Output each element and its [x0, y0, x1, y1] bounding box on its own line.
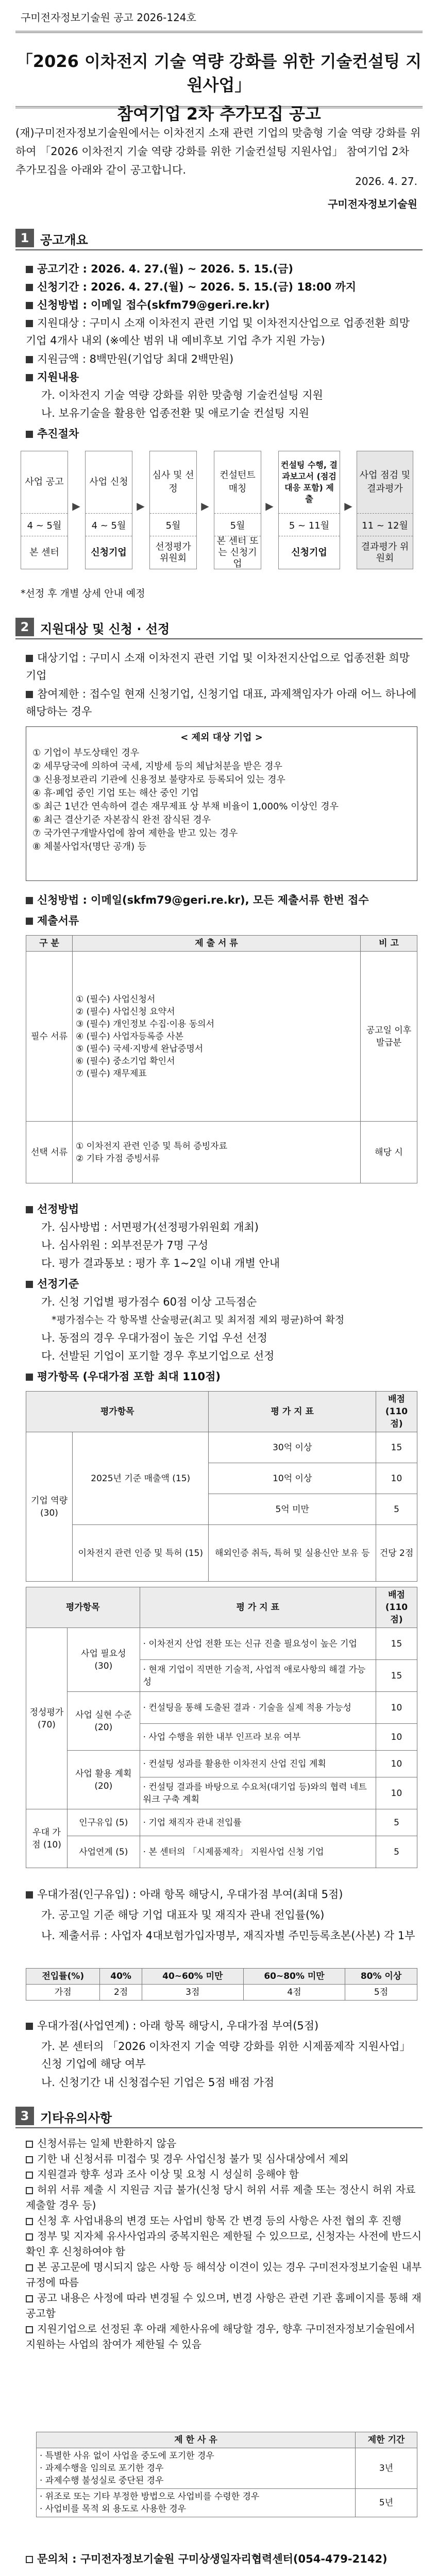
selection-head: 선정방법: [26, 1200, 423, 1218]
bullet-square-icon: [26, 302, 33, 309]
bullet-square-icon: [26, 320, 33, 327]
table-row: 우대 가점 (10) 인구유입 (5) · 기업 채직자 관내 전입률 5: [26, 1809, 417, 1836]
excluded-item: ⑦ 국가연구개발사업에 참여 제한을 받고 있는 경우: [32, 828, 238, 839]
organization-name: 구미전자정보기술원: [328, 198, 417, 210]
criteria-c: 다. 선발된 기업이 포기할 경우 후보기업으로 선정: [41, 1350, 275, 1362]
section-number: 2: [15, 618, 34, 636]
excluded-item: ① 기업이 부도상태인 경우: [32, 748, 140, 758]
excluded-item: ⑤ 최근 1년간 연속하여 결손 재무제표 상 부채 비율이 1,000% 이상인 경우: [32, 801, 339, 812]
docs-method: 신청방법 : 이메일(skfm79@geri.re.kr), 모든 제출서류 한번 접수: [26, 891, 423, 909]
restriction-table: [36, 2432, 417, 2517]
table-row: · 사업 수행을 위한 내부 인프라 보유 여부 10: [26, 1724, 417, 1751]
intro-text: (재)구미전자정보기술원에서는 이차전지 소재 관련 기업의 맞춤형 기술 역량 강화를 위하여 「2026 이차전지 기술 역량 강화를 위한 기술컨설팅 지원사업」 참여기업 2차 추가모집을 아래와 같이 공고합니다.: [15, 127, 421, 176]
overview-method: 신청방법 : 이메일 접수(skfm79@geri.re.kr): [26, 296, 423, 314]
list-item: 신청서류는 일체 반환하지 않음: [26, 2136, 423, 2151]
overview-target: 지원대상 : 구미시 소재 이차전지 관련 기업 및 이차전지산업으로 업종전환 희망 기업 4개사 내외 (※예산 범위 내 예비후보 기업 추가 지원 가능): [26, 317, 410, 347]
section-number: 3: [15, 2107, 34, 2125]
eligibility-target: 대상기업 : 구미시 소재 이차전지 관련 기업 및 이차전지산업으로 업종전환 희망 기업: [26, 652, 410, 682]
overview-period: 공고기간 : 2026. 4. 27.(월) ~ 2026. 5. 15.(금): [26, 260, 423, 278]
excluded-companies-box: [26, 726, 417, 881]
excluded-item: ④ 휴·폐업 중인 기업 또는 해산 중인 기업: [32, 788, 199, 799]
bullet-square-icon: [26, 918, 33, 925]
bullet-square-outline-icon: [26, 2326, 33, 2333]
table-row: · 컨설팅 결과를 바탕으로 수요처(대기업 등)와의 협력 네트워크 구축 계획 10: [26, 1777, 417, 1809]
bullet-square-icon: [26, 1374, 33, 1381]
flow-step: 심사 및 선정 5월 선정평가 위원회: [149, 451, 197, 569]
excluded-item: ② 세무당국에 의하여 국세, 지방세 등의 체납처분을 받은 경우: [32, 761, 282, 772]
list-item: 지원결과 향후 성과 조사 이상 및 요청 시 성실히 응해야 함: [26, 2166, 423, 2182]
selection-a: 가. 심사방법 : 서면평가(선정평가위원회 개최): [41, 1221, 259, 1233]
bullet-square-outline-icon: [26, 2295, 33, 2302]
list-item: 지원기업으로 선정된 후 아래 제한사유에 해당할 경우, 향후 구미전자정보기술원에서 지원하는 사업의 참여가 제한될 수 있음: [26, 2323, 415, 2350]
table-row: 이차전지 관련 인증 및 특허 (15) 해외인증 취득, 특허 및 실용신안 보유 등 건당 2점: [26, 1525, 417, 1582]
contact-info: 문의처 : 구미전자정보기술원 구미상생일자리협력센터(054-479-2142): [26, 2550, 423, 2568]
excluded-item: ③ 신용정보관리 기관에 신용정보 불량자로 등록되어 있는 경우: [32, 774, 285, 785]
bullet-square-icon: [26, 284, 33, 291]
score-head: 평가항목 (우대가점 포함 최대 110점): [26, 1368, 423, 1385]
arrow-right-icon: ▶: [201, 500, 209, 512]
table-row: · 위조로 또는 기타 부정한 방법으로 사업비를 수령한 경우 · 사업비를 목적 외 용도로 사용한 경우 5년: [37, 2489, 417, 2517]
bullet-square-icon: [26, 356, 33, 363]
arrow-right-icon: ▶: [72, 500, 80, 512]
bullet-square-outline-icon: [26, 2156, 33, 2163]
page-title: 「2026 이차전지 기술 역량 강화를 위한 기술컨설팅 지원사업」: [16, 52, 422, 95]
notice-date: 2026. 4. 27.: [355, 175, 417, 188]
table-row: · 특별한 사유 없이 사업을 중도에 포기한 경우 · 과제수행을 임의로 포기한 경우 · 과제수행 불성실로 중단된 경우 3년: [37, 2448, 417, 2489]
flow-step: 컨설팅 수행, 결과보고서 (점검대응 포함) 제출 5 ~ 11월 신청기업: [278, 451, 340, 569]
overview-budget: 지원금액 : 8백만원(기업당 최대 2백만원): [26, 350, 423, 368]
overview-apply: 신청기간 : 2026. 4. 27.(월) ~ 2026. 5. 15.(금) 18:00 까지: [26, 278, 423, 296]
table-header-row: 평가항목 평 가 지 표 배점 (110점): [26, 1392, 417, 1432]
criteria-note: *평가점수는 각 항목별 산술평균(최고 및 최저점 제외 평균)하여 확정: [52, 1314, 345, 1326]
table-row: 10억 이상 10: [26, 1463, 417, 1494]
page-subtitle: 참여기업 2차 추가모집 공고: [117, 104, 321, 124]
section-header-notes: [15, 2105, 423, 2128]
bonus-pop-head: 우대가점(인구유입) : 아래 항목 해당시, 우대가점 부여(최대 5점): [26, 1886, 423, 1903]
list-item: 신청 후 사업내용의 변경 또는 사업비 항목 간 변경 등의 사항은 사전 협의 후 진행: [26, 2213, 423, 2228]
bullet-square-icon: [26, 2023, 33, 2030]
overview-content-a: 가. 이차전지 기술 역량 강화를 위한 맞춤형 기술컨설팅 지원: [41, 389, 323, 401]
table-row: 사업연계 (5) · 본 센터의 「시제품제작」 지원사업 신청 기업 5: [26, 1836, 417, 1868]
table-header-row: 제 한 사 유 제한 기간: [37, 2432, 417, 2448]
section-label: 공고개요: [40, 233, 88, 247]
table-row: 사업 활용 계획 (20) · 컨설팅 성과를 활용한 이차전지 산업 진입 계획 10: [26, 1751, 417, 1777]
bullet-square-outline-icon: [26, 2556, 33, 2563]
bonus-link-a: 가. 본 센터의 「2026 이차전지 기술 역량 강화를 위한 시제품제작 지원사업」 신청 기업에 해당 여부: [41, 2040, 411, 2070]
criteria-head: 선정기준: [26, 1275, 423, 1293]
bullet-square-icon: [26, 655, 33, 662]
bullet-square-icon: [26, 897, 33, 904]
list-item: 공고 내용은 사정에 따라 변경될 수 있으며, 변경 사항은 관련 기관 홈페이지를 통해 재공고함: [26, 2292, 422, 2319]
table-row: 기업 역량 (30) 2025년 기준 매출액 (15) 30억 이상 15: [26, 1432, 417, 1463]
score-table-qualitative: [26, 1587, 417, 1868]
flow-step: 사업 점검 및 결과평가 11 ~ 12월 결과평가 위원회: [357, 451, 413, 569]
overview-process-head: 추진절차: [26, 425, 423, 443]
required-docs-table: [26, 935, 417, 1183]
bonus-rate-table: [26, 1968, 417, 2001]
criteria-b: 나. 동점의 경우 우대가점이 높은 기업 우선 선정: [41, 1332, 267, 1344]
excluded-item: ⑥ 최근 결산기준 자본잠식 완전 잠식된 경우: [32, 815, 211, 825]
excluded-item: ⑧ 체불사업자(명단 공개) 등: [32, 841, 147, 852]
bullet-square-outline-icon: [26, 2233, 33, 2241]
flow-step: 컨설턴트 매칭 5월 본 센터 또는 신청기업: [214, 451, 261, 569]
table-row: 5억 미만 5: [26, 1494, 417, 1525]
bullet-square-icon: [26, 1891, 33, 1899]
excluded-box-title: < 제외 대상 기업 >: [180, 732, 263, 743]
criteria-a: 가. 신청 기업별 평가점수 60점 이상 고득점순: [41, 1296, 257, 1308]
section-label: 기타유의사항: [40, 2111, 112, 2125]
table-row: · 현재 기업이 직면한 기술적, 사업적 애로사항의 해결 가능성 15: [26, 1660, 417, 1692]
title-box: [15, 31, 423, 124]
notes-list: [26, 2136, 423, 2352]
table-row: 사업 실현 수준 (20) · 컨설팅을 통해 도출된 결과 · 기술을 실제 적용 가능성 10: [26, 1692, 417, 1724]
bullet-square-outline-icon: [26, 2264, 33, 2272]
bullet-square-icon: [26, 266, 33, 273]
section-number: 1: [15, 229, 34, 247]
table-row: 가점 2점 3점 4점 5점: [26, 1985, 417, 2001]
bullet-square-outline-icon: [26, 2187, 33, 2194]
table-header-row: 평가항목 평 가 지 표 배점 (110점): [26, 1587, 417, 1628]
overview-content-b: 나. 보유기술을 활용한 업종전환 및 애로기술 컨설팅 지원: [41, 407, 309, 419]
process-flow: [15, 446, 423, 600]
bullet-square-outline-icon: [26, 2141, 33, 2148]
table-header-row: 구 분 제 출 서 류 비 고: [26, 936, 417, 952]
list-item: 본 공고문에 명시되지 않은 사항 등 해석상 이견이 있는 경우 구미전자정보기술원 내부 규정에 따름: [26, 2261, 422, 2289]
bullet-square-icon: [26, 431, 33, 438]
table-row: 필수 서류 ① (필수) 사업신청서 ② (필수) 사업신청 요약서 ③ (필수) 개인정보 수집·이용 동의서 ④ (필수) 사업자등록증 사본 ⑤ (필수) 국세·지방세 완납증명서 ⑥ (필수) 중소기업 확인서 ⑦ (필수) 재무제표 공고일 이후 발급분: [26, 952, 417, 1122]
bonus-pop-b: 나. 제출서류 : 사업자 4대보험가입자명부, 재직자별 주민등록초본(사본) 각 1부: [41, 1929, 415, 1942]
section-header-overview: [15, 227, 423, 250]
score-table-quantitative: [26, 1391, 417, 1582]
flow-step: 사업 공고 4 ~ 5월 본 센터: [21, 451, 68, 569]
arrow-right-icon: ▶: [265, 500, 274, 512]
selection-b: 나. 심사위원 : 외부전문가 7명 구성: [41, 1239, 209, 1251]
bonus-pop-a: 가. 공고일 기준 해당 기업 대표자 및 재직자 관내 전입률(%): [41, 1909, 325, 1921]
arrow-right-icon: ▶: [344, 500, 352, 512]
bonus-link-b: 나. 신청기간 내 신청접수된 기업은 5점 배점 가점: [41, 2076, 275, 2089]
bullet-square-outline-icon: [26, 2218, 33, 2225]
bullet-square-outline-icon: [26, 2172, 33, 2179]
bonus-link-head: 우대가점(사업연계) : 아래 항목 해당시, 우대가점 부여(5점): [26, 2017, 423, 2035]
section-header-eligibility: [15, 616, 423, 639]
list-item: 기한 내 신청서류 미접수 및 경우 사업신청 불가 및 심사대상에서 제외: [26, 2151, 423, 2166]
flow-step: 사업 신청 4 ~ 5월 신청기업: [85, 451, 132, 569]
docs-head: 제출서류: [26, 912, 423, 929]
bullet-square-icon: [26, 691, 33, 698]
section-label: 지원대상 및 신청 · 선정: [40, 622, 170, 636]
table-row: 선택 서류 ① 이차전지 관련 인증 및 특허 증빙자료 ② 기타 가점 증빙서류 해당 시: [26, 1122, 417, 1183]
flow-note: *선정 후 개별 상세 안내 예정: [21, 588, 145, 599]
table-header-row: 전입률(%) 40% 40~60% 미만 60~80% 미만 80% 이상: [26, 1969, 417, 1985]
table-row: 정성평가 (70) 사업 필요성 (30) · 이차전지 산업 전환 또는 신규 진출 필요성이 높은 기업 15: [26, 1628, 417, 1660]
overview-content-head: 지원내용: [26, 368, 423, 386]
arrow-right-icon: ▶: [137, 500, 145, 512]
notice-number: 구미전자정보기술원 공고 2026-124호: [21, 11, 196, 24]
selection-c: 다. 평가 결과통보 : 평가 후 1~2일 이내 개별 안내: [41, 1257, 280, 1269]
eligibility-restriction: 참여제한 : 접수일 현재 신청기업, 신청기업 대표, 과제책임자가 아래 어느 하나에 해당하는 경우: [26, 688, 417, 718]
bullet-square-icon: [26, 1281, 33, 1288]
bullet-square-icon: [26, 374, 33, 381]
list-item: 허위 서류 제출 시 지원금 지급 불가(신청 당시 허위 서류 제출 또는 정산시 허위 자료 제출할 경우 등): [26, 2183, 416, 2211]
bullet-square-icon: [26, 1206, 33, 1213]
list-item: 정부 및 지자체 유사사업과의 중복지원은 제한될 수 있으므로, 신청자는 사전에 반드시 확인 후 신청하여야 함: [26, 2230, 422, 2258]
